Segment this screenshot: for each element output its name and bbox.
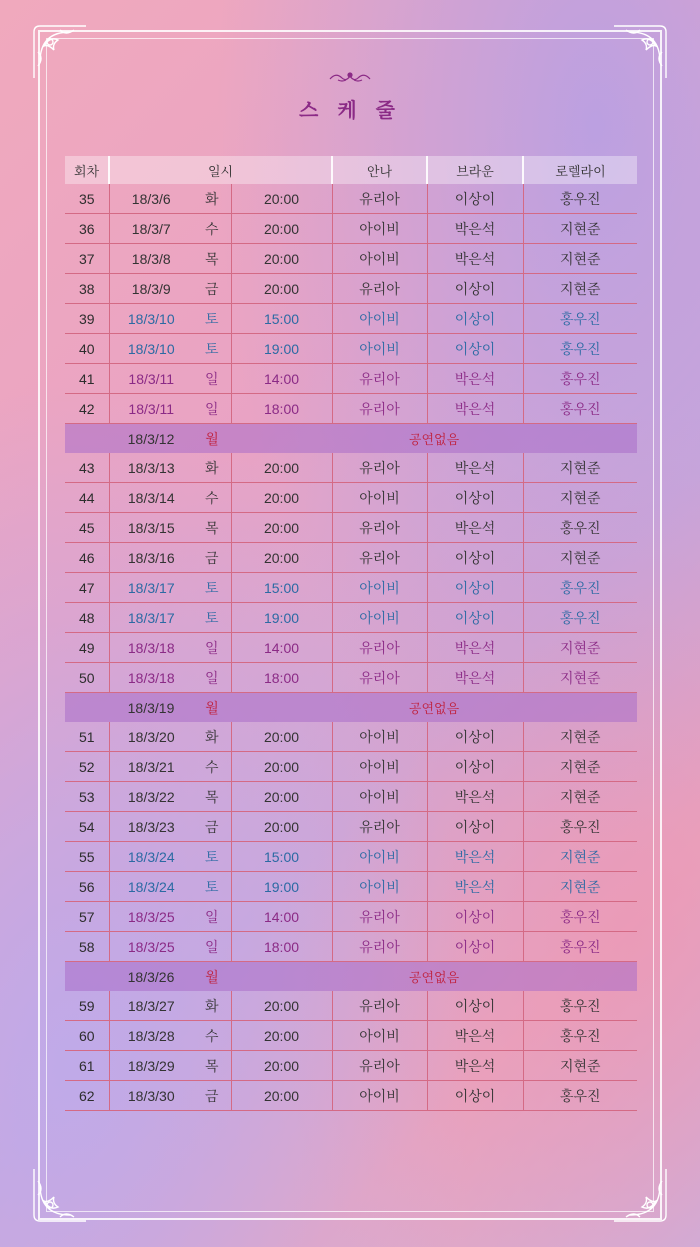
anna-cast-cell: 유리아	[332, 663, 427, 693]
round-cell: 58	[65, 932, 109, 962]
weekday-cell: 토	[193, 573, 231, 603]
anna-cast-cell: 아이비	[332, 1081, 427, 1111]
date-cell: 18/3/10	[109, 304, 193, 334]
date-cell: 18/3/24	[109, 872, 193, 902]
date-cell: 18/3/12	[109, 424, 193, 454]
weekday-cell: 토	[193, 304, 231, 334]
anna-cast-cell: 아이비	[332, 334, 427, 364]
lorelai-cast-cell: 홍우진	[523, 932, 637, 962]
table-row	[65, 543, 637, 573]
weekday-cell: 목	[193, 513, 231, 543]
anna-cast-cell: 유리아	[332, 274, 427, 304]
lorelai-cast-cell: 지현준	[523, 872, 637, 902]
anna-cast-cell: 유리아	[332, 513, 427, 543]
weekday-cell: 일	[193, 364, 231, 394]
round-cell: 46	[65, 543, 109, 573]
weekday-cell: 토	[193, 334, 231, 364]
time-cell: 20:00	[231, 244, 332, 274]
date-cell: 18/3/13	[109, 453, 193, 483]
anna-cast-cell: 아이비	[332, 573, 427, 603]
lorelai-cast-cell: 지현준	[523, 483, 637, 513]
lorelai-cast-cell: 지현준	[523, 214, 637, 244]
round-cell: 45	[65, 513, 109, 543]
weekday-cell: 월	[193, 693, 231, 723]
anna-cast-cell: 유리아	[332, 394, 427, 424]
page-title: 스 케 줄	[299, 98, 401, 122]
table-row	[65, 214, 637, 244]
time-cell: 20:00	[231, 274, 332, 304]
table-row	[65, 394, 637, 424]
time-cell: 20:00	[231, 1021, 332, 1051]
brown-cast-cell: 박은석	[427, 782, 523, 812]
date-cell: 18/3/11	[109, 364, 193, 394]
round-cell: 41	[65, 364, 109, 394]
weekday-cell: 화	[193, 722, 231, 752]
lorelai-cast-cell: 홍우진	[523, 304, 637, 334]
no-show-row	[65, 693, 637, 723]
round-cell: 47	[65, 573, 109, 603]
anna-cast-cell: 유리아	[332, 932, 427, 962]
brown-cast-cell: 이상이	[427, 902, 523, 932]
lorelai-cast-cell: 홍우진	[523, 603, 637, 633]
weekday-cell: 목	[193, 1051, 231, 1081]
anna-cast-cell: 아이비	[332, 872, 427, 902]
table-row	[65, 483, 637, 513]
date-cell: 18/3/25	[109, 902, 193, 932]
weekday-cell: 목	[193, 782, 231, 812]
round-cell: 56	[65, 872, 109, 902]
weekday-cell: 토	[193, 872, 231, 902]
time-cell: 18:00	[231, 663, 332, 693]
anna-cast-cell: 아이비	[332, 483, 427, 513]
weekday-cell: 목	[193, 244, 231, 274]
round-cell: 38	[65, 274, 109, 304]
brown-cast-cell: 박은석	[427, 394, 523, 424]
round-cell: 57	[65, 902, 109, 932]
table-row	[65, 663, 637, 693]
weekday-cell: 일	[193, 633, 231, 663]
weekday-cell: 토	[193, 842, 231, 872]
anna-cast-cell: 유리아	[332, 543, 427, 573]
corner-ornament-icon	[30, 1165, 90, 1225]
weekday-cell: 금	[193, 812, 231, 842]
brown-cast-cell: 박은석	[427, 513, 523, 543]
date-cell: 18/3/7	[109, 214, 193, 244]
lorelai-cast-cell: 지현준	[523, 1051, 637, 1081]
lorelai-cast-cell: 지현준	[523, 453, 637, 483]
table-row	[65, 244, 637, 274]
weekday-cell: 월	[193, 424, 231, 454]
brown-cast-cell: 박은석	[427, 663, 523, 693]
table-row	[65, 603, 637, 633]
brown-cast-cell: 이상이	[427, 752, 523, 782]
time-cell: 20:00	[231, 543, 332, 573]
date-cell: 18/3/8	[109, 244, 193, 274]
weekday-cell: 금	[193, 274, 231, 304]
weekday-cell: 수	[193, 214, 231, 244]
time-cell: 20:00	[231, 722, 332, 752]
table-row	[65, 513, 637, 543]
time-cell: 20:00	[231, 184, 332, 214]
anna-cast-cell: 유리아	[332, 812, 427, 842]
anna-cast-cell: 아이비	[332, 214, 427, 244]
date-cell: 18/3/26	[109, 962, 193, 992]
round-cell	[65, 962, 109, 992]
anna-cast-cell: 유리아	[332, 364, 427, 394]
date-cell: 18/3/24	[109, 842, 193, 872]
round-cell: 43	[65, 453, 109, 483]
lorelai-cast-cell: 홍우진	[523, 902, 637, 932]
table-row	[65, 184, 637, 214]
anna-cast-cell: 아이비	[332, 304, 427, 334]
time-cell: 14:00	[231, 902, 332, 932]
date-cell: 18/3/25	[109, 932, 193, 962]
date-cell: 18/3/9	[109, 274, 193, 304]
date-cell: 18/3/20	[109, 722, 193, 752]
corner-ornament-icon	[30, 22, 90, 82]
date-cell: 18/3/21	[109, 752, 193, 782]
round-cell: 40	[65, 334, 109, 364]
anna-cast-cell: 유리아	[332, 991, 427, 1021]
table-row	[65, 752, 637, 782]
brown-cast-cell: 이상이	[427, 812, 523, 842]
time-cell: 19:00	[231, 603, 332, 633]
lorelai-cast-cell: 지현준	[523, 244, 637, 274]
round-cell: 59	[65, 991, 109, 1021]
round-cell: 44	[65, 483, 109, 513]
anna-cast-cell: 아이비	[332, 782, 427, 812]
round-cell: 48	[65, 603, 109, 633]
weekday-cell: 화	[193, 991, 231, 1021]
schedule-body	[65, 184, 637, 1111]
date-cell: 18/3/23	[109, 812, 193, 842]
anna-cast-cell: 유리아	[332, 902, 427, 932]
round-cell: 51	[65, 722, 109, 752]
brown-cast-cell: 박은석	[427, 1021, 523, 1051]
lorelai-cast-cell: 지현준	[523, 274, 637, 304]
brown-cast-cell: 이상이	[427, 1081, 523, 1111]
weekday-cell: 금	[193, 1081, 231, 1111]
table-row	[65, 334, 637, 364]
date-cell: 18/3/22	[109, 782, 193, 812]
brown-cast-cell: 이상이	[427, 991, 523, 1021]
no-show-note: 공연없음	[231, 693, 637, 723]
table-row	[65, 722, 637, 752]
weekday-cell: 화	[193, 453, 231, 483]
brown-cast-cell: 박은석	[427, 1051, 523, 1081]
lorelai-cast-cell: 홍우진	[523, 394, 637, 424]
time-cell: 15:00	[231, 304, 332, 334]
time-cell: 20:00	[231, 453, 332, 483]
table-row	[65, 274, 637, 304]
table-row	[65, 633, 637, 663]
weekday-cell: 화	[193, 184, 231, 214]
date-cell: 18/3/30	[109, 1081, 193, 1111]
lorelai-cast-cell: 지현준	[523, 663, 637, 693]
round-cell: 60	[65, 1021, 109, 1051]
table-row	[65, 902, 637, 932]
weekday-cell: 토	[193, 603, 231, 633]
header-anna: 안나	[332, 156, 427, 184]
brown-cast-cell: 박은석	[427, 244, 523, 274]
lorelai-cast-cell: 지현준	[523, 633, 637, 663]
weekday-cell: 일	[193, 932, 231, 962]
time-cell: 20:00	[231, 812, 332, 842]
date-cell: 18/3/27	[109, 991, 193, 1021]
header-brown: 브라운	[427, 156, 523, 184]
lorelai-cast-cell: 지현준	[523, 722, 637, 752]
date-cell: 18/3/11	[109, 394, 193, 424]
no-show-row	[65, 962, 637, 992]
time-cell: 20:00	[231, 782, 332, 812]
schedule-table	[65, 156, 637, 1111]
brown-cast-cell: 박은석	[427, 872, 523, 902]
date-cell: 18/3/10	[109, 334, 193, 364]
weekday-cell: 월	[193, 962, 231, 992]
round-cell: 54	[65, 812, 109, 842]
weekday-cell: 일	[193, 902, 231, 932]
lorelai-cast-cell: 홍우진	[523, 1081, 637, 1111]
brown-cast-cell: 이상이	[427, 573, 523, 603]
anna-cast-cell: 유리아	[332, 633, 427, 663]
round-cell: 50	[65, 663, 109, 693]
lorelai-cast-cell: 지현준	[523, 543, 637, 573]
weekday-cell: 수	[193, 752, 231, 782]
header-lorelai: 로렐라이	[523, 156, 637, 184]
brown-cast-cell: 박은석	[427, 842, 523, 872]
lorelai-cast-cell: 홍우진	[523, 573, 637, 603]
lorelai-cast-cell: 홍우진	[523, 334, 637, 364]
table-row	[65, 842, 637, 872]
anna-cast-cell: 아이비	[332, 842, 427, 872]
weekday-cell: 일	[193, 394, 231, 424]
time-cell: 20:00	[231, 483, 332, 513]
date-cell: 18/3/18	[109, 633, 193, 663]
table-row	[65, 453, 637, 483]
lorelai-cast-cell: 홍우진	[523, 513, 637, 543]
round-cell: 62	[65, 1081, 109, 1111]
weekday-cell: 수	[193, 1021, 231, 1051]
date-cell: 18/3/16	[109, 543, 193, 573]
table-row	[65, 1081, 637, 1111]
round-cell: 42	[65, 394, 109, 424]
round-cell: 39	[65, 304, 109, 334]
brown-cast-cell: 이상이	[427, 932, 523, 962]
table-row	[65, 812, 637, 842]
no-show-note: 공연없음	[231, 962, 637, 992]
brown-cast-cell: 박은석	[427, 453, 523, 483]
time-cell: 18:00	[231, 394, 332, 424]
lorelai-cast-cell: 홍우진	[523, 1021, 637, 1051]
date-cell: 18/3/14	[109, 483, 193, 513]
date-cell: 18/3/6	[109, 184, 193, 214]
weekday-cell: 일	[193, 663, 231, 693]
date-cell: 18/3/17	[109, 573, 193, 603]
date-cell: 18/3/28	[109, 1021, 193, 1051]
table-row	[65, 304, 637, 334]
brown-cast-cell: 이상이	[427, 603, 523, 633]
time-cell: 20:00	[231, 1051, 332, 1081]
time-cell: 20:00	[231, 991, 332, 1021]
date-cell: 18/3/19	[109, 693, 193, 723]
time-cell: 18:00	[231, 932, 332, 962]
time-cell: 19:00	[231, 872, 332, 902]
brown-cast-cell: 이상이	[427, 722, 523, 752]
lorelai-cast-cell: 홍우진	[523, 812, 637, 842]
time-cell: 14:00	[231, 633, 332, 663]
table-header-row	[65, 156, 637, 184]
time-cell: 20:00	[231, 752, 332, 782]
round-cell: 49	[65, 633, 109, 663]
anna-cast-cell: 아이비	[332, 1021, 427, 1051]
round-cell: 35	[65, 184, 109, 214]
weekday-cell: 수	[193, 483, 231, 513]
time-cell: 19:00	[231, 334, 332, 364]
time-cell: 20:00	[231, 214, 332, 244]
lorelai-cast-cell: 홍우진	[523, 364, 637, 394]
round-cell	[65, 693, 109, 723]
round-cell: 52	[65, 752, 109, 782]
time-cell: 15:00	[231, 573, 332, 603]
title-ornament-icon	[328, 70, 372, 84]
lorelai-cast-cell: 지현준	[523, 842, 637, 872]
brown-cast-cell: 이상이	[427, 184, 523, 214]
round-cell: 36	[65, 214, 109, 244]
date-cell: 18/3/17	[109, 603, 193, 633]
no-show-note: 공연없음	[231, 424, 637, 454]
date-cell: 18/3/29	[109, 1051, 193, 1081]
anna-cast-cell: 유리아	[332, 184, 427, 214]
round-cell	[65, 424, 109, 454]
anna-cast-cell: 아이비	[332, 752, 427, 782]
brown-cast-cell: 박은석	[427, 214, 523, 244]
round-cell: 53	[65, 782, 109, 812]
anna-cast-cell: 유리아	[332, 453, 427, 483]
table-row	[65, 782, 637, 812]
table-row	[65, 364, 637, 394]
weekday-cell: 금	[193, 543, 231, 573]
lorelai-cast-cell: 지현준	[523, 782, 637, 812]
anna-cast-cell: 아이비	[332, 244, 427, 274]
table-row	[65, 1051, 637, 1081]
time-cell: 15:00	[231, 842, 332, 872]
date-cell: 18/3/18	[109, 663, 193, 693]
date-cell: 18/3/15	[109, 513, 193, 543]
brown-cast-cell: 이상이	[427, 274, 523, 304]
no-show-row	[65, 424, 637, 454]
table-row	[65, 1021, 637, 1051]
time-cell: 20:00	[231, 1081, 332, 1111]
brown-cast-cell: 박은석	[427, 633, 523, 663]
anna-cast-cell: 유리아	[332, 1051, 427, 1081]
brown-cast-cell: 이상이	[427, 304, 523, 334]
corner-ornament-icon	[610, 1165, 670, 1225]
brown-cast-cell: 이상이	[427, 483, 523, 513]
brown-cast-cell: 박은석	[427, 364, 523, 394]
round-cell: 37	[65, 244, 109, 274]
table-row	[65, 872, 637, 902]
anna-cast-cell: 아이비	[332, 603, 427, 633]
round-cell: 55	[65, 842, 109, 872]
lorelai-cast-cell: 홍우진	[523, 184, 637, 214]
round-cell: 61	[65, 1051, 109, 1081]
table-row	[65, 932, 637, 962]
brown-cast-cell: 이상이	[427, 543, 523, 573]
time-cell: 14:00	[231, 364, 332, 394]
table-row	[65, 573, 637, 603]
anna-cast-cell: 아이비	[332, 722, 427, 752]
header-round: 회차	[65, 156, 109, 184]
lorelai-cast-cell: 지현준	[523, 752, 637, 782]
header-datetime: 일시	[109, 156, 332, 184]
brown-cast-cell: 이상이	[427, 334, 523, 364]
lorelai-cast-cell: 홍우진	[523, 991, 637, 1021]
corner-ornament-icon	[610, 22, 670, 82]
table-row	[65, 991, 637, 1021]
time-cell: 20:00	[231, 513, 332, 543]
